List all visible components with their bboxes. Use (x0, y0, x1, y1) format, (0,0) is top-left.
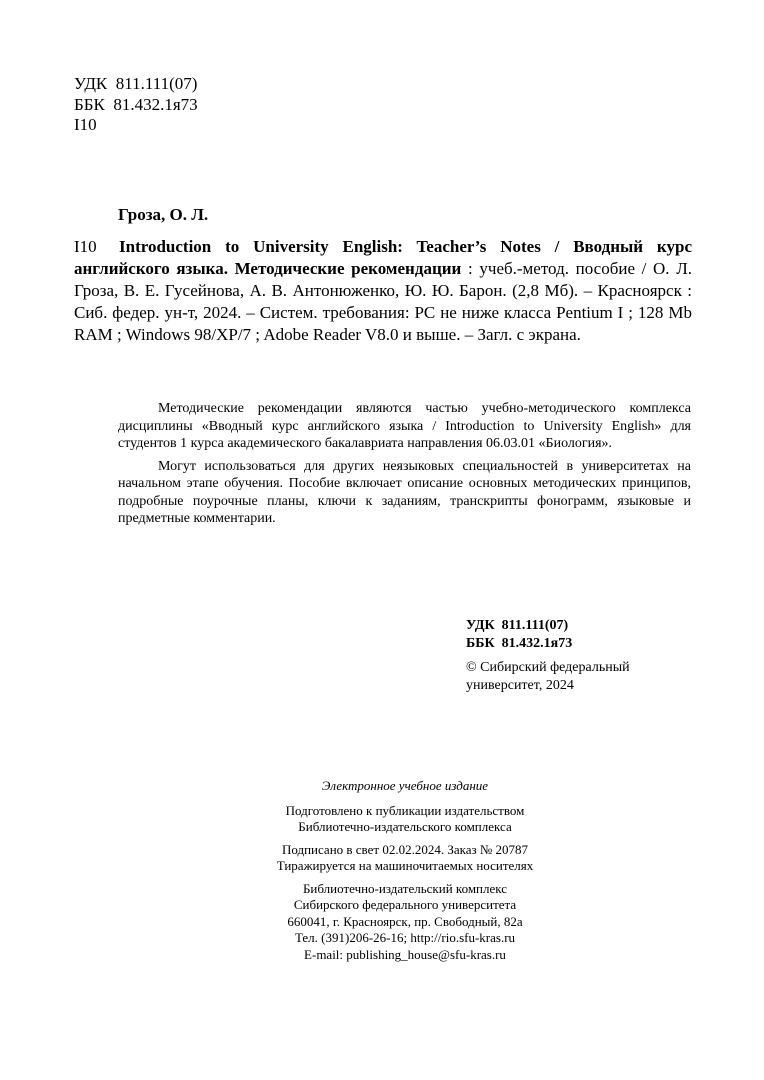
classification-block-top (74, 74, 198, 136)
prepared-line-2: Библиотечно-издательского комплекса (298, 819, 512, 834)
author-heading: Гроза, О. Л. (118, 205, 209, 224)
bbk-code-bottom: ББК 81.432.1я73 (466, 636, 573, 651)
abstract-paragraph-2: Могут использоваться для других неязыковых специальностей в университетах на начальном этапе обучения. Пособие включает описание основных методических принципов, подробные поурочные планы, ключи к заданиям, транскрипты фонограмм, языковые и предметные комментарии. (118, 458, 691, 526)
imprint-block (190, 778, 620, 969)
prepared-line-1: Подготовлено к публикации издательством (285, 802, 525, 818)
copyright-notice (466, 659, 686, 695)
copyright-line-1: © Сибирский федеральный (466, 660, 630, 675)
replication-info: Тиражируется на машиночитаемых носителях (276, 858, 534, 873)
edition-type: Электронное учебное издание (321, 778, 489, 793)
publication-info (190, 842, 620, 875)
publisher-phone: Тел. (391)206-26-16; http://rio.sfu-kras.ru (294, 930, 516, 945)
signed-info: Подписано в свет 02.02.2024. Заказ № 20787 (281, 841, 529, 857)
publisher-email: E-mail: publishing_house@sfu-kras.ru (304, 946, 506, 962)
publisher-line-2: Сибирского федерального университета (293, 897, 517, 912)
bibliographic-text (74, 236, 692, 346)
publisher-contacts (190, 881, 620, 964)
publisher-address: 660041, г. Красноярск, пр. Свободный, 82а (287, 913, 523, 929)
bibliographic-details: : учеб.-метод. пособие / О. Л. Гроза, В. Е. Гусейнова, А. В. Антонюженко, Ю. Ю. Барон. (2,8 Мб). – Красноярск : Сиб. федер. ун-т, 2024. – Систем. требования: PC не ниже класса Pentium I ; 128 Mb RAM ; Windows 98/XP/7 ; Adobe Reader V8.0 и выше. – Загл. с экрана. (74, 259, 692, 344)
bibliographic-index: I10 (74, 237, 97, 256)
classification-block-bottom (466, 617, 572, 653)
udk-code: УДК 811.111(07) (74, 74, 198, 93)
bbk-code: ББК 81.432.1я73 (74, 94, 198, 114)
book-title: Introduction to University English: Teacher’s Notes / Вводный курс английского языка. Методические рекомендации (74, 237, 692, 278)
author-index: I10 (74, 115, 97, 134)
abstract-paragraph-1: Методические рекомендации являются частью учебно-методического комплекса дисциплины «Вводный курс английского языка / Introduction to University English» для студентов 1 курса академического бакалавриата направления 06.03.01 «Биология». (118, 401, 691, 451)
abstract (118, 400, 691, 533)
udk-code-bottom: УДК 811.111(07) (466, 618, 569, 633)
bibliographic-description (74, 236, 692, 346)
prepared-by (190, 803, 620, 836)
publisher-line-1: Библиотечно-издательский комплекс (302, 880, 508, 896)
copyright-line-2: университет, 2024 (466, 678, 574, 693)
